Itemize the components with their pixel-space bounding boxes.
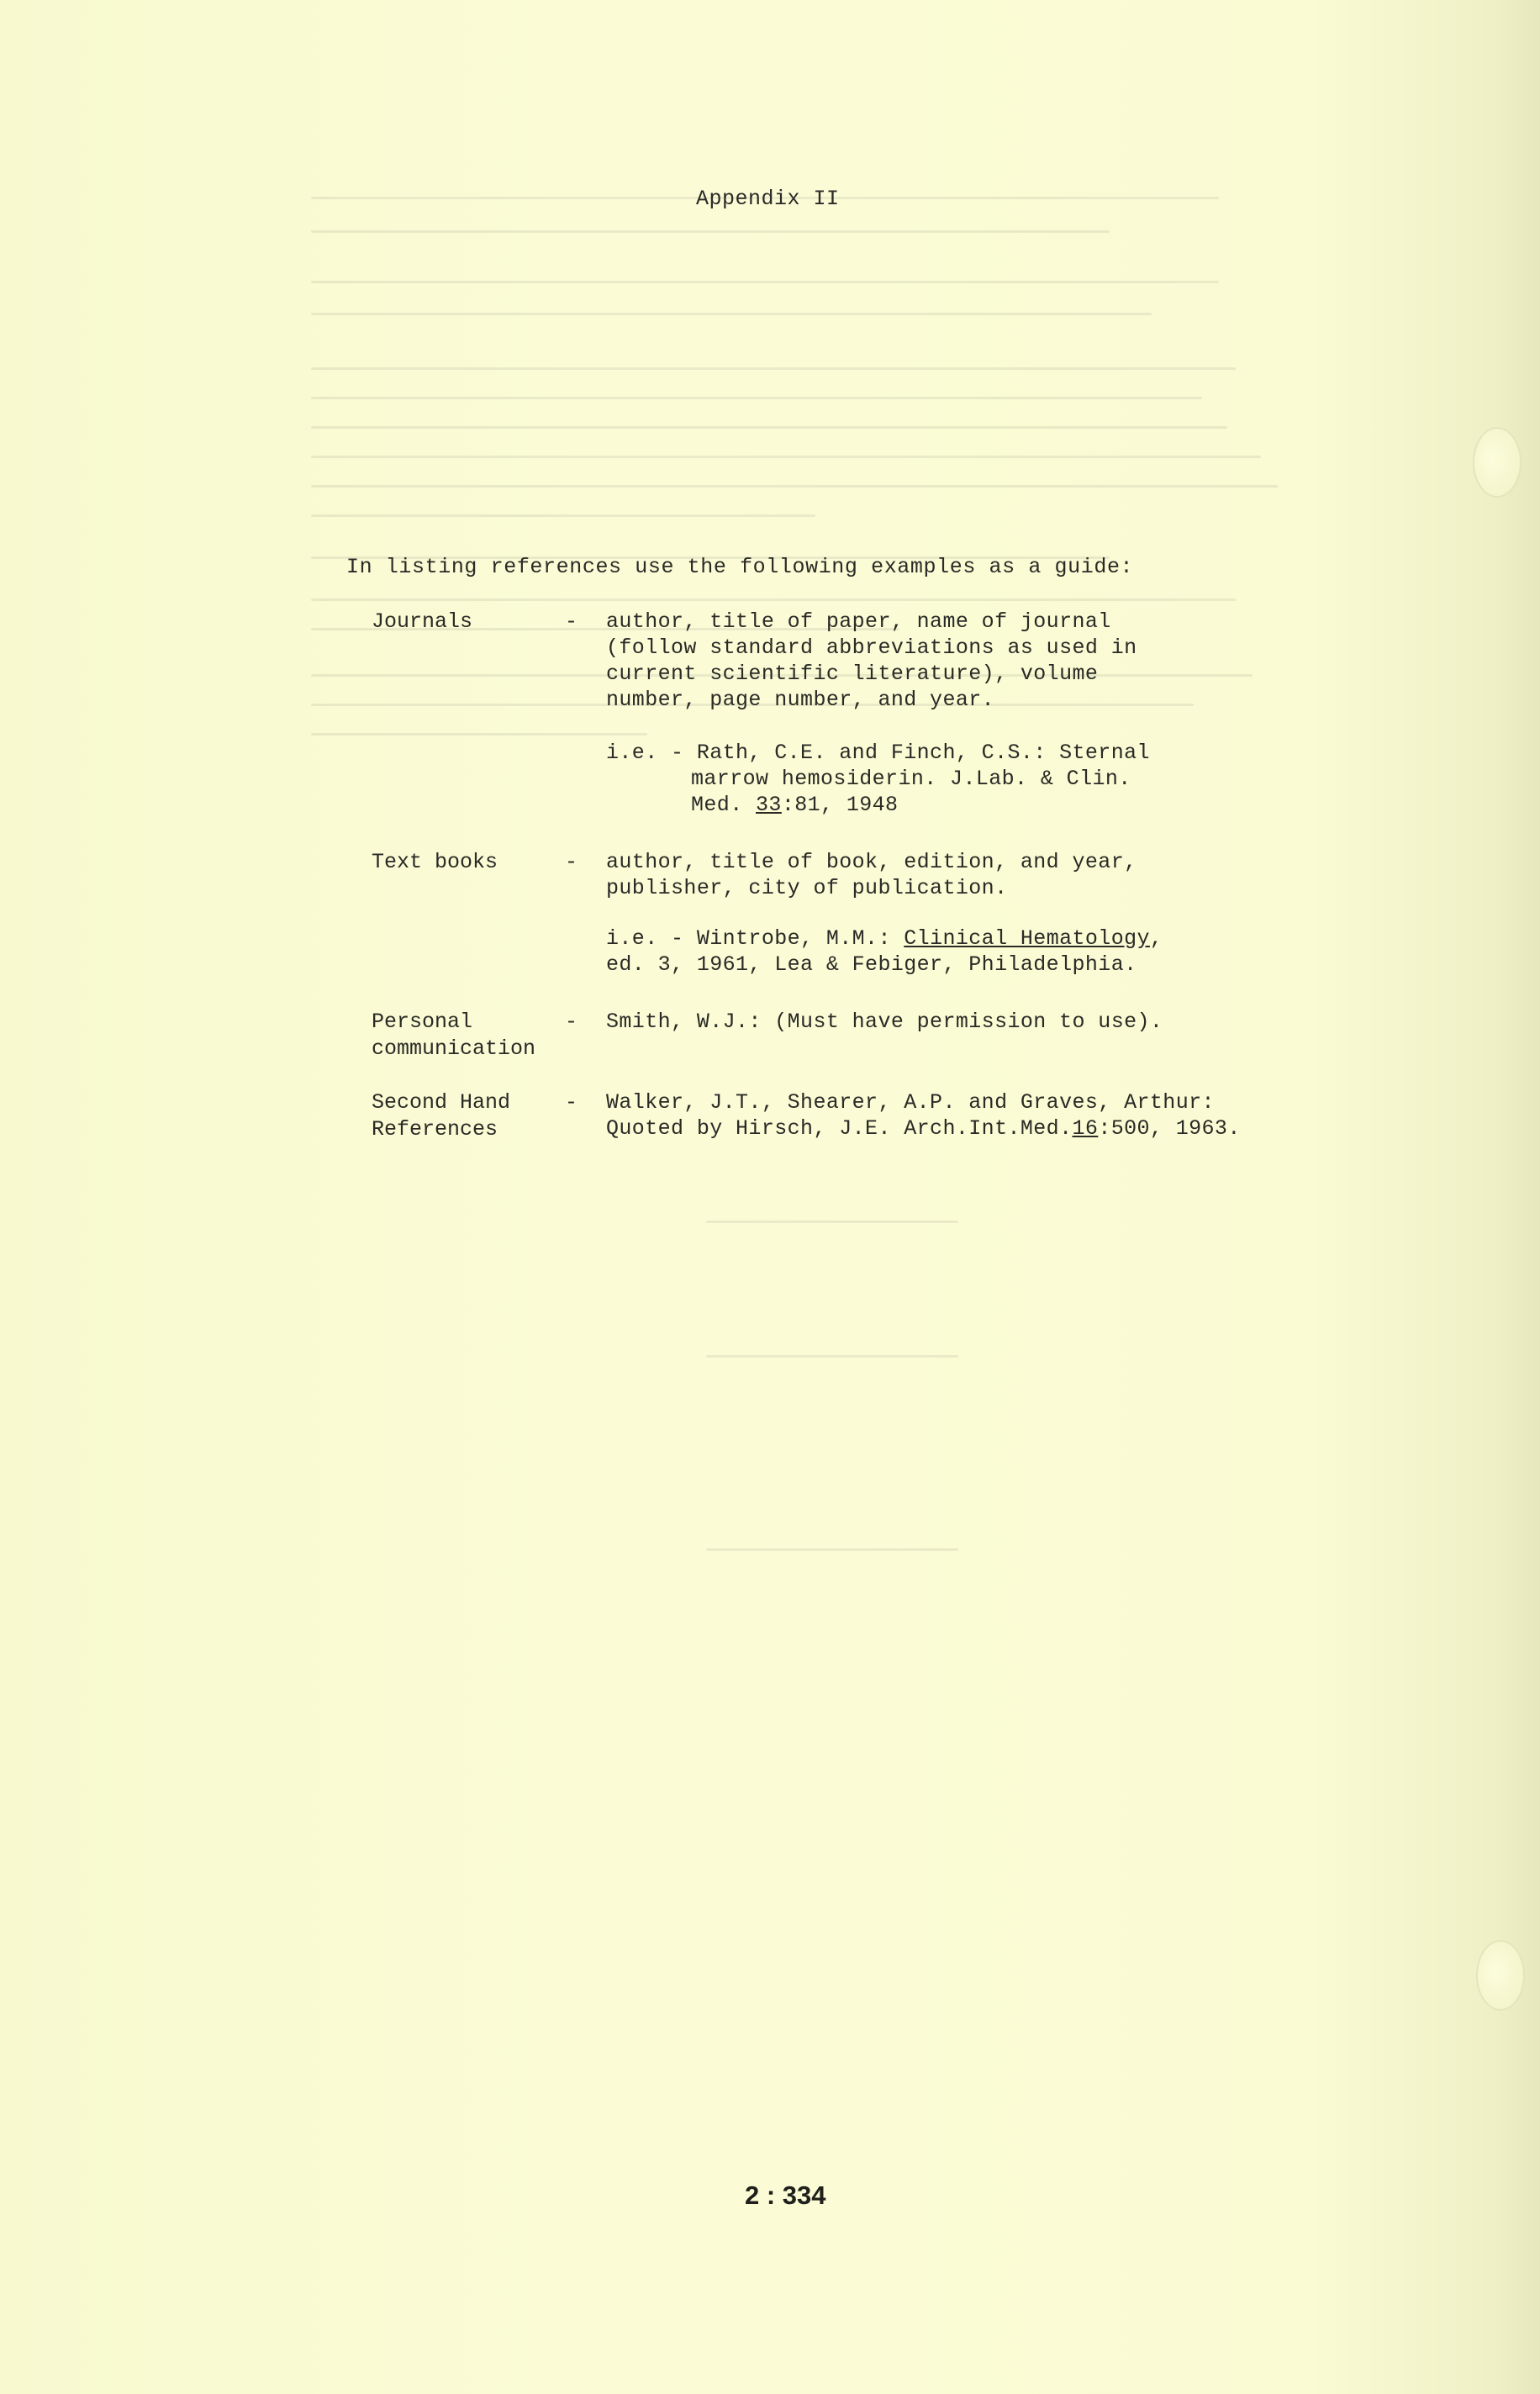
journals-example-line3 bbox=[606, 792, 1150, 818]
page-number: 2 : 334 bbox=[745, 2180, 826, 2210]
appendix-title: Appendix II bbox=[696, 187, 840, 211]
secondhand-line1: Walker, J.T., Shearer, A.P. and Graves, Arthur: bbox=[606, 1090, 1215, 1115]
secondhand-label: Second Hand References bbox=[372, 1090, 511, 1142]
secondhand-volume: 16 bbox=[1072, 1116, 1099, 1141]
textbooks-example-prefix: i.e. - Wintrobe, M.M.: bbox=[606, 926, 904, 951]
textbooks-example-title: Clinical Hematology bbox=[904, 926, 1150, 951]
intro-sentence: In listing references use the following examples as a guide: bbox=[346, 555, 1134, 579]
journals-example-prefix: Med. bbox=[691, 793, 757, 817]
textbooks-example-line1 bbox=[606, 926, 1163, 951]
journals-example-volume: 33 bbox=[756, 793, 782, 817]
personal-label: Personal communication bbox=[372, 1010, 536, 1061]
textbooks-label: Text books bbox=[372, 850, 498, 874]
textbooks-dash: - bbox=[565, 850, 578, 874]
punch-hole-top bbox=[1473, 427, 1522, 498]
journals-example-line1: i.e. - Rath, C.E. and Finch, C.S.: Sternal bbox=[606, 741, 1150, 765]
personal-description: Smith, W.J.: (Must have permission to use). bbox=[606, 1010, 1163, 1034]
journals-example-pages: :81, 1948 bbox=[781, 793, 899, 817]
journals-example bbox=[606, 740, 1150, 818]
bleed-through-ghost bbox=[286, 187, 1328, 1616]
textbooks-example bbox=[606, 925, 1163, 978]
secondhand-description bbox=[606, 1089, 1241, 1142]
secondhand-citation: Quoted by Hirsch, J.E. Arch.Int.Med. bbox=[606, 1116, 1073, 1141]
journals-label: Journals bbox=[372, 609, 473, 634]
punch-hole-bottom bbox=[1476, 1940, 1525, 2011]
journals-description: author, title of paper, name of journal (follow standard abbreviations as used in current scientific literature), volume number, page number, and year. bbox=[606, 609, 1137, 712]
textbooks-example-line2: ed. 3, 1961, Lea & Febiger, Philadelphia. bbox=[606, 952, 1137, 977]
secondhand-pages: :500, 1963. bbox=[1098, 1116, 1241, 1141]
journals-example-line2: marrow hemosiderin. J.Lab. & Clin. bbox=[691, 767, 1131, 791]
secondhand-line2 bbox=[606, 1115, 1241, 1142]
personal-dash: - bbox=[565, 1010, 578, 1034]
textbooks-description: author, title of book, edition, and year, publisher, city of publication. bbox=[606, 850, 1137, 900]
textbooks-example-suffix: , bbox=[1149, 926, 1163, 951]
journals-dash: - bbox=[565, 609, 578, 634]
secondhand-dash: - bbox=[565, 1090, 578, 1115]
